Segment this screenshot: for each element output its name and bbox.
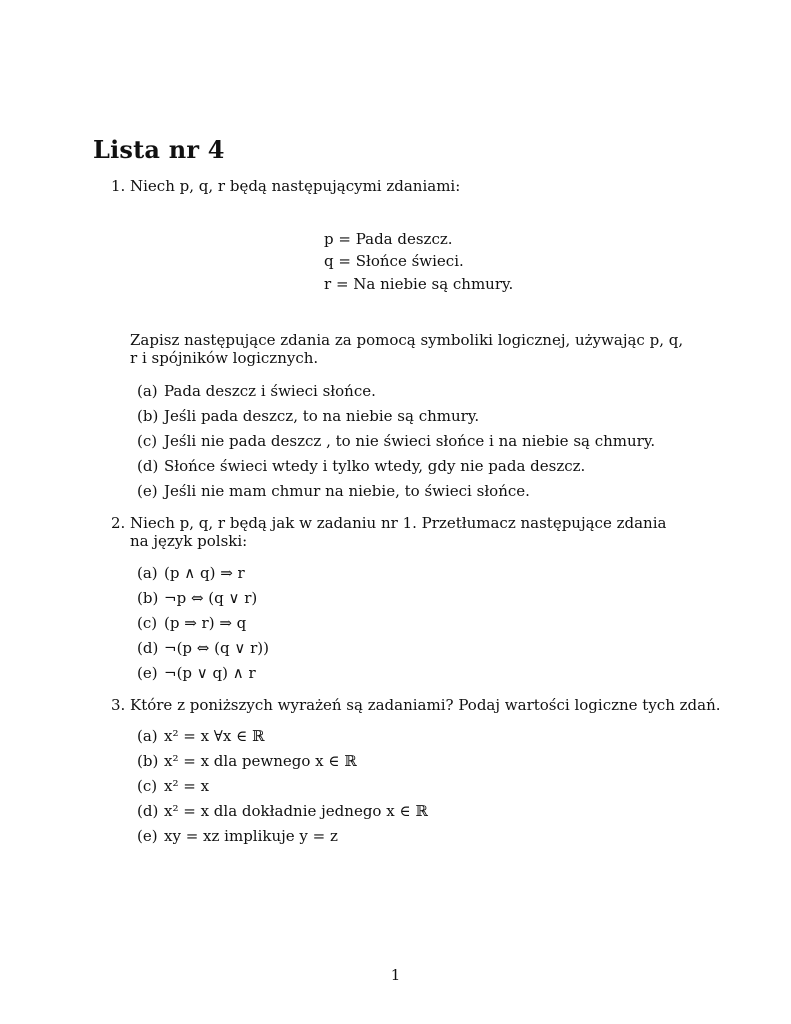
item-label: (d): [137, 802, 159, 820]
problem-3-item-a: x² = x ∀x ∈ ℝ: [164, 727, 265, 745]
problem-2-item-c: (p ⇒ r) ⇒ q: [164, 614, 247, 632]
problem-2-item-d: ¬(p ⇔ (q ∨ r)): [164, 639, 269, 657]
problem-2-intro: Niech p, q, r będą jak w zadaniu nr 1. Przetłumacz następujące zdania na język polski:: [130, 514, 667, 550]
item-label: (e): [137, 482, 158, 500]
item-label: (b): [137, 589, 159, 607]
problem-3-number: 3.: [111, 696, 126, 714]
problem-1-number: 1.: [111, 177, 126, 195]
item-label: (d): [137, 457, 159, 475]
item-label: (a): [137, 564, 158, 582]
problem-3-item-d: x² = x dla dokładnie jednego x ∈ ℝ: [164, 802, 428, 820]
definition-q: q = Słońce świeci.: [324, 252, 464, 270]
problem-1-item-d: Słońce świeci wtedy i tylko wtedy, gdy nie pada deszcz.: [164, 457, 586, 475]
page-number: 1: [390, 966, 401, 984]
problem-3-item-c: x² = x: [164, 777, 210, 795]
problem-3-intro: Które z poniższych wyrażeń są zadaniami? Podaj wartości logiczne tych zdań.: [130, 696, 721, 714]
problem-2-item-b: ¬p ⇔ (q ∨ r): [164, 589, 258, 607]
item-label: (e): [137, 827, 158, 845]
problem-2-number: 2.: [111, 514, 126, 532]
problem-1-instruction: Zapisz następujące zdania za pomocą symboliki logicznej, używając p, q, r i spójników logicznych.: [130, 331, 684, 367]
problem-2-item-e: ¬(p ∨ q) ∧ r: [164, 664, 256, 682]
item-label: (a): [137, 382, 158, 400]
item-label: (c): [137, 614, 158, 632]
problem-3-item-b: x² = x dla pewnego x ∈ ℝ: [164, 752, 357, 770]
item-label: (c): [137, 432, 158, 450]
problem-2-item-a: (p ∧ q) ⇒ r: [164, 564, 245, 582]
item-label: (b): [137, 752, 159, 770]
page-title: Lista nr 4: [93, 135, 225, 164]
problem-3-item-e: xy = xz implikuje y = z: [164, 827, 338, 845]
item-label: (e): [137, 664, 158, 682]
problem-1-item-c: Jeśli nie pada deszcz , to nie świeci słońce i na niebie są chmury.: [164, 432, 656, 450]
problem-1-item-a: Pada deszcz i świeci słońce.: [164, 382, 376, 400]
problem-1-intro: Niech p, q, r będą następującymi zdaniami:: [130, 177, 461, 195]
definition-r: r = Na niebie są chmury.: [324, 275, 514, 293]
item-label: (d): [137, 639, 159, 657]
problem-1-item-b: Jeśli pada deszcz, to na niebie są chmury.: [164, 407, 480, 425]
problem-1-item-e: Jeśli nie mam chmur na niebie, to świeci słońce.: [164, 482, 530, 500]
item-label: (a): [137, 727, 158, 745]
item-label: (c): [137, 777, 158, 795]
definition-p: p = Pada deszcz.: [324, 230, 453, 248]
item-label: (b): [137, 407, 159, 425]
